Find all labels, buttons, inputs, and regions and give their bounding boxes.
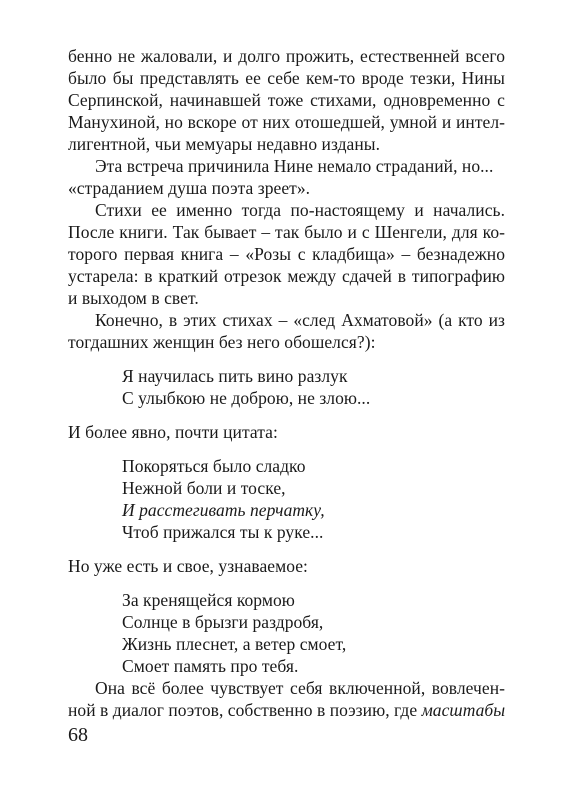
verse-line: Смоет память про тебя. xyxy=(122,656,299,676)
text-line: и выходом в свет. xyxy=(68,288,199,308)
text-line: бенно не жаловали, и долго прожить, естественней всего xyxy=(68,46,505,66)
verse-line: Чтоб прижался ты к руке... xyxy=(122,522,324,542)
paragraph-first-line: Она всё более чувствует себя включенной, вовлечен- xyxy=(95,678,505,698)
text-line: тогдашних женщин без него обошелся?): xyxy=(68,332,376,352)
text-line: После книги. Так бывает – так было и с Шенгели, для ко- xyxy=(68,222,505,242)
verse-line: С улыбкою не доброю, не злою... xyxy=(122,388,371,408)
verse-line: Нежной боли и тоске, xyxy=(122,478,286,498)
text-span-italic: масштабы xyxy=(421,700,506,720)
text-line: лигентной, чьи мемуары недавно изданы. xyxy=(68,134,381,154)
verse-line: Покоряться было сладко xyxy=(122,456,306,476)
text-span: ной в диалог поэтов, собственно в поэзию, где xyxy=(68,700,422,720)
text-line: было бы представлять ее себе кем-то вроде тезки, Нины xyxy=(68,68,505,88)
text-line: Серпинской, начинавшей тоже стихами, одновременно с xyxy=(68,90,505,110)
text-line: И более явно, почти цитата: xyxy=(68,422,278,442)
text-line: торого первая книга – «Розы с кладбища» – безнадежно xyxy=(68,244,505,264)
text-line: «страданием душа поэта зреет». xyxy=(68,178,311,198)
verse-line: Жизнь плеснет, а ветер смоет, xyxy=(122,634,347,654)
text-line-mixed xyxy=(68,699,505,721)
paragraph-first-line: Эта встреча причинила Нине немало страданий, но... xyxy=(95,156,494,176)
text-line: устарела: в краткий отрезок между сдачей в типографию xyxy=(68,266,505,286)
paragraph-first-line: Конечно, в этих стихах – «след Ахматовой» (а кто из xyxy=(95,310,505,330)
verse-line: Солнце в брызги раздробя, xyxy=(122,612,324,632)
verse-line: Я научилась пить вино разлук xyxy=(122,366,348,386)
verse-line-italic: И расстегивать перчатку, xyxy=(122,500,325,520)
verse-line: За кренящейся кормою xyxy=(122,590,295,610)
text-line: Манухиной, но вскоре от них отошедшей, умной и интел- xyxy=(68,112,505,132)
paragraph-first-line: Стихи ее именно тогда по-настоящему и начались. xyxy=(95,200,505,220)
page-number: 68 xyxy=(68,724,88,746)
text-line: Но уже есть и свое, узнаваемое: xyxy=(68,556,308,576)
